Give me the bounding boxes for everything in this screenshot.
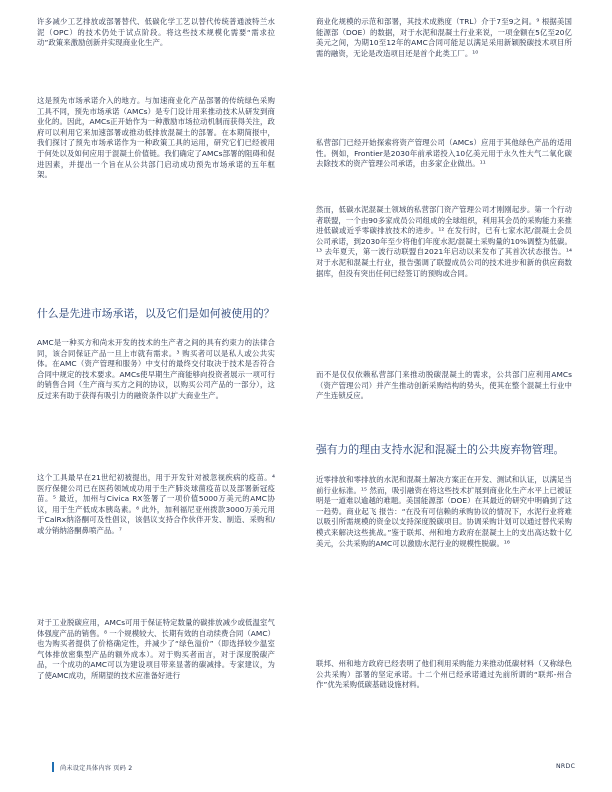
section-heading-amc: 什么是先进市场承诺，以及它们是如何被使用的？ [37, 307, 275, 320]
right-paragraph-1: 商业化规模的示范和部署，其技术成熟度（TRL）介于7至9之间。⁹ 根据美国能源部（DOE）的数据，对于水泥和混凝土行业来说，一项金额在5亿至20亿美元之间，为期10至12年的AMC合同可能足以满足采用新颖脱碳技术项目所需的融资，无论是改造项目还是首个此类工厂。¹⁰ [316, 17, 572, 58]
footer-publisher: NRDC [556, 763, 576, 770]
left-paragraph-1: 许多减少工艺排放或部署替代、低碳化学工艺以替代传统普通波特兰水泥（OPC）的技术仍处于试点阶段。将这些技术规模化需要“需求拉动”政策来激励创新并实现商业化生产。 [37, 17, 275, 48]
left-paragraph-5: 对于工业脱碳应用，AMCs可用于保证特定数量的碳排放减少或低温室气体强度产品的销售。⁸ 一个规模较大、长期有效的自动续费合同（AMC）也为购买者提供了价格确定性，并减少了“绿色溢价”（即选择较少温室气体排放密集型产品的额外成本）。对于购买者而言，对于深度脱碳产品，一个成功的AMC可以为建设项目带来显著的碳减排。专家建议，为了使AMC成功，所期望的技术应准备好进行 [37, 618, 275, 680]
left-paragraph-2: 这是预先市场承诺介入的地方。与加速商业化产品部署的传统绿色采购工具不同，预先市场承诺（AMCs）是专门设计用来推动技术从研发到商业化的。因此，AMCs正开始作为一种激励市场拉动机制而获得关注，政府可以利用它来加速部署或推动低排放混凝土的部署。在本期简报中，我们探讨了预先市场承诺作为一种政策工具的运用，研究它们已经被用于何处以及如何应用于混凝土价值链。我们确定了AMCs部署的阻碍和促进因素，并提出一个旨在从公共部门启动成功预先市场承诺的五年框架。 [37, 96, 275, 180]
right-paragraph-5: 近零排放和零排放的水泥和混凝土解决方案正在开发、测试和认证，以满足当前行业标准。¹⁵ 然而，吸引融资在将这些技术扩展到商业化生产水平上已被证明是一道难以逾越的难题。美国能源部（DOE）在其最近的研究中明确到了这一趋势。商业起飞 报告：“在没有可信赖的承购协议的情况下，水泥行业将难以吸引所需规模的资金以支持深度脱碳项目。协调采购计划可以通过替代采购模式来解决这些挑战。”鉴于联邦、州和地方政府在混凝土上的支出高达数十亿美元，公共采购的AMC可以激励水泥行业的规模性脱碳。¹⁶ [316, 475, 572, 548]
left-paragraph-4: 这个工具最早在21世纪初被提出，用于开发针对被忽视疾病的疫苗。⁴ 医疗保健公司已在医药领域成功用于生产肺炎球菌疫苗以及部署新冠疫苗。⁵ 最近，加州与Civica RX签署了一项价值5000万美元的AMC协议，用于生产低成本胰岛素。⁶ 此外，加利福尼亚州拨款3000万美元用于CalRx纳洛酮可及性倡议，该倡议支持合作伙伴开发、制造、采购和/或分销纳洛酮鼻喷产品。⁷ [37, 473, 275, 535]
section-heading-public-procurement: 强有力的理由支持水泥和混凝土的公共废弃物管理。 [316, 443, 565, 456]
right-paragraph-4: 而不是仅仅依赖私营部门来推动脱碳混凝土的需求，公共部门应利用AMCs（资产管理公司）并产生推动创新采购结构的势头，使其在整个混凝土行业中产生连锁反应。 [316, 370, 572, 401]
footer-page-label: 尚未设定具体内容 页码 2 [60, 765, 133, 772]
right-paragraph-3: 然而，低碳水泥混凝土领域的私营部门资产管理公司才刚刚起步。第一个行动者联盟，一个由90多家成员公司组成的全球组织，利用其会员的采购能力来推进低碳或近乎零碳排放技术的进步。¹² 在发行时，已有七家水泥/混凝土会员公司承诺，到2030年至少将他们年度水泥/混凝土采购量的10%调整为低碳。¹³ 去年夏天，第一波行动联盟自2021年启动以来发布了其首次状态报告。¹⁴ 对于水泥和混凝土行业，报告强调了联盟成员公司的技术进步和新的供应商数据库，但没有突出任何已经签订的预购或合同。 [316, 205, 572, 278]
footer-accent-bar [52, 762, 54, 772]
right-paragraph-2: 私营部门已经开始探索将资产管理公司（AMCs）应用于其他绿色产品的适用性。例如，Frontier是2030年前承诺投入10亿美元用于永久性大气二氧化碳去除技术的资产管理公司承诺，由多家企业做出。¹¹ [316, 138, 572, 169]
left-paragraph-3: AMC是一种买方和尚未开发的技术的生产者之间的具有约束力的法律合同，该合同保证产品一旦上市就有需求。³ 购买者可以是私人或公共实体。在AMC（资产管理和服务）中支付的最终交付取决于技术是否符合合同中规定的技术要求。AMCs使早期生产商能够向投资者展示一项可行的销售合同（生产商与买方之间的协议，以购买公司产品的一部分），这反过来有助于获得有吸引力的融资条件以扩大商业生产。 [37, 338, 275, 400]
right-paragraph-6: 联邦、州和地方政府已经表明了他们利用采购能力来推动低碳材料（又称绿色公共采购）部署的坚定承诺。十二个州已经承诺通过先前所谓的“联邦-州合作”优先采购低碳基础设施材料。 [316, 659, 572, 690]
